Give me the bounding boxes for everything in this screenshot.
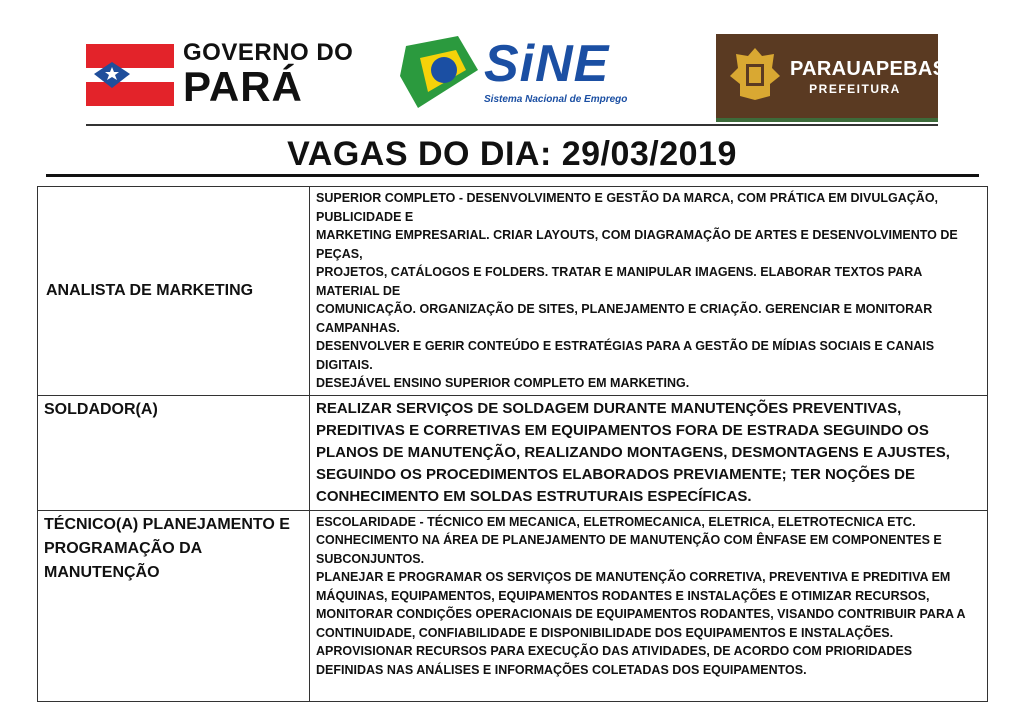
prefeitura-name: PARAUAPEBAS (790, 58, 947, 80)
job-role: ANALISTA DE MARKETING (38, 187, 310, 396)
table-row (38, 187, 988, 396)
governo-top-text: GOVERNO DO (183, 39, 354, 66)
jobs-table (37, 186, 988, 702)
prefeitura-parauapebas-logo (716, 34, 947, 122)
sine-title: SiNE (484, 35, 610, 93)
description-line: MARKETING EMPRESARIAL. CRIAR LAYOUTS, COM DIAGRAMAÇÃO DE ARTES E DESENVOLVIMENTO DE PEÇAS, (316, 228, 958, 261)
table-row (38, 510, 988, 701)
job-description (310, 187, 988, 396)
sine-subtitle: Sistema Nacional de Emprego (484, 94, 628, 105)
job-description (310, 395, 988, 510)
job-role: SOLDADOR(A) (38, 395, 310, 510)
city-crest-icon (726, 44, 784, 104)
description-line: CONHECIMENTO NA ÁREA DE PLANEJAMENTO DE MANUTENÇÃO COM ÊNFASE EM COMPONENTES E SUBCONJUNTOS. (316, 533, 942, 566)
description-line: PLANEJAR E PROGRAMAR OS SERVIÇOS DE MANUTENÇÃO CORRETIVA, PREVENTIVA E PREDITIVA EM MÁQUINAS, EQUIPAMENTOS, EQUIPAMENTOS RODANTES E INSTALAÇÕES E OTIMIZAR RECURSOS, MONITORAR CONDIÇÕES OPERACIONAIS DE EQUIPAMENTOS RODANTES, VISANDO CONTRIBUIR PARA A CONTINUIDADE, CONFIABILIDADE E DISPONIBILIDADE DOS EQUIPAMENTOS E INSTALAÇÕES. (316, 570, 966, 640)
description-line: COMUNICAÇÃO. ORGANIZAÇÃO DE SITES, PLANEJAMENTO E CRIAÇÃO. GERENCIAR E MONITORAR CAMPANHAS. (316, 302, 933, 335)
para-flag-logo (86, 44, 174, 106)
description-line: ESCOLARIDADE - TÉCNICO EM MECANICA, ELETROMECANICA, ELETRICA, ELETROTECNICA ETC. (316, 514, 916, 529)
description-line: PROJETOS, CATÁLOGOS E FOLDERS. TRATAR E MANIPULAR IMAGENS. ELABORAR TEXTOS PARA MATERIAL DE (316, 265, 922, 298)
job-description (310, 510, 988, 701)
governo-do-para-logo (183, 40, 353, 108)
prefeitura-subtitle: PREFEITURA (809, 82, 901, 96)
table-row (38, 395, 988, 510)
page-title: VAGAS DO DIA: 29/03/2019 (287, 135, 737, 173)
description-line: APROVISIONAR RECURSOS PARA EXECUÇÃO DAS ATIVIDADES, DE ACORDO COM PRIORIDADES DEFINIDAS NAS ANÁLISES E INFORMAÇÕES COLETADAS DOS EQUIPAMENTOS. (316, 644, 913, 677)
description-line: DESENVOLVER E GERIR CONTEÚDO E ESTRATÉGIAS PARA A GESTÃO DE MÍDIAS SOCIAIS E CANAIS DIGITAIS. (316, 339, 935, 372)
job-role: TÉCNICO(A) PLANEJAMENTO E PROGRAMAÇÃO DA MANUTENÇÃO (38, 510, 310, 701)
description-line: REALIZAR SERVIÇOS DE SOLDAGEM DURANTE MANUTENÇÕES PREVENTIVAS, PREDITIVAS E CORRETIVAS EM EQUIPAMENTOS FORA DE ESTRADA SEGUINDO OS PLANOS DE MANUTENÇÃO, REALIZANDO MONTAGENS, DESMONTAGENS E AJUSTES, SEGUINDO OS PROCEDIMENTOS ELABORADOS PREVIAMENTE; TER NOÇÕES DE CONHECIMENTO EM SOLDAS ESTRUTURAIS ESPECÍFICAS. (316, 399, 950, 505)
governo-main-text: PARÁ (183, 63, 303, 110)
description-line: DESEJÁVEL ENSINO SUPERIOR COMPLETO EM MARKETING. (316, 376, 690, 390)
title-underline (46, 174, 979, 177)
brazil-flag-icon (400, 36, 478, 108)
description-line: SUPERIOR COMPLETO - DESENVOLVIMENTO E GESTÃO DA MARCA, COM PRÁTICA EM DIVULGAÇÃO, PUBLICIDADE E (316, 191, 939, 224)
header-divider (86, 124, 938, 126)
